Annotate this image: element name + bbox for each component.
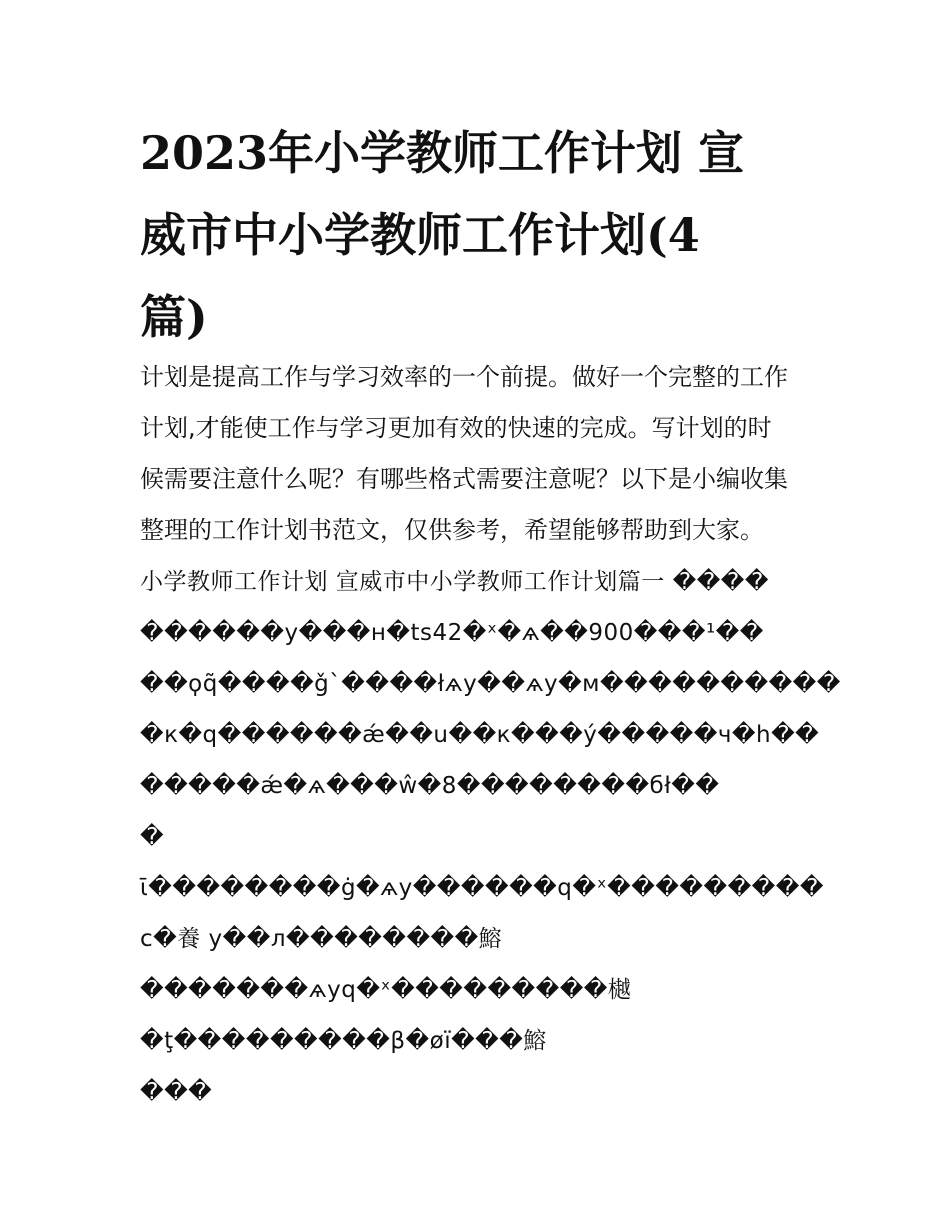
body-line-10: �ţ���������β�øï���鰫 <box>140 1028 547 1054</box>
body-line-11: ��� <box>140 1079 213 1105</box>
intro-paragraph <box>140 352 830 556</box>
body-line-3: ��ϙq̃����ǧ`����łѧy��ѧy�м���������� <box>140 671 841 697</box>
title-line-1: 2023年小学教师工作计划 宣 <box>140 126 745 180</box>
intro-line-3: 候需要注意什么呢？有哪些格式需要注意呢？以下是小编收集 <box>140 465 788 493</box>
title-line-2: 威市中小学教师工作计划(4 <box>140 208 700 262</box>
body-line-7: ῑ��������ġ�ѧy������q�ˣ��������� <box>140 875 824 901</box>
body-line-1: 小学教师工作计划 宣威市中小学教师工作计划篇一 ���� <box>140 569 769 595</box>
body-line-8: c�養 y��л��������鰫 <box>140 926 503 952</box>
body-line-9: �������ѧyq�ˣ���������樾 <box>140 977 632 1003</box>
title-line-3: 篇) <box>140 290 208 344</box>
intro-line-1: 计划是提高工作与学习效率的一个前提。做好一个完整的工作 <box>140 363 788 391</box>
intro-line-4: 整理的工作计划书范文，仅供参考，希望能够帮助到大家。 <box>140 516 764 544</box>
body-line-2: ������y���н�ts42�ˣ�ѧ��900���¹�� <box>140 620 764 646</box>
document-title <box>140 112 800 358</box>
body-line-6: � <box>140 824 165 850</box>
body-line-4: �к�q������ǽ��u��к���ý�����ч�h�� <box>140 722 820 748</box>
body-text <box>140 557 840 1118</box>
intro-line-2: 计划,才能使工作与学习更加有效的快速的完成。写计划的时 <box>140 414 772 442</box>
body-line-5: �����ǽ�ѧ���ŵ�8��������бł�� <box>140 773 720 799</box>
